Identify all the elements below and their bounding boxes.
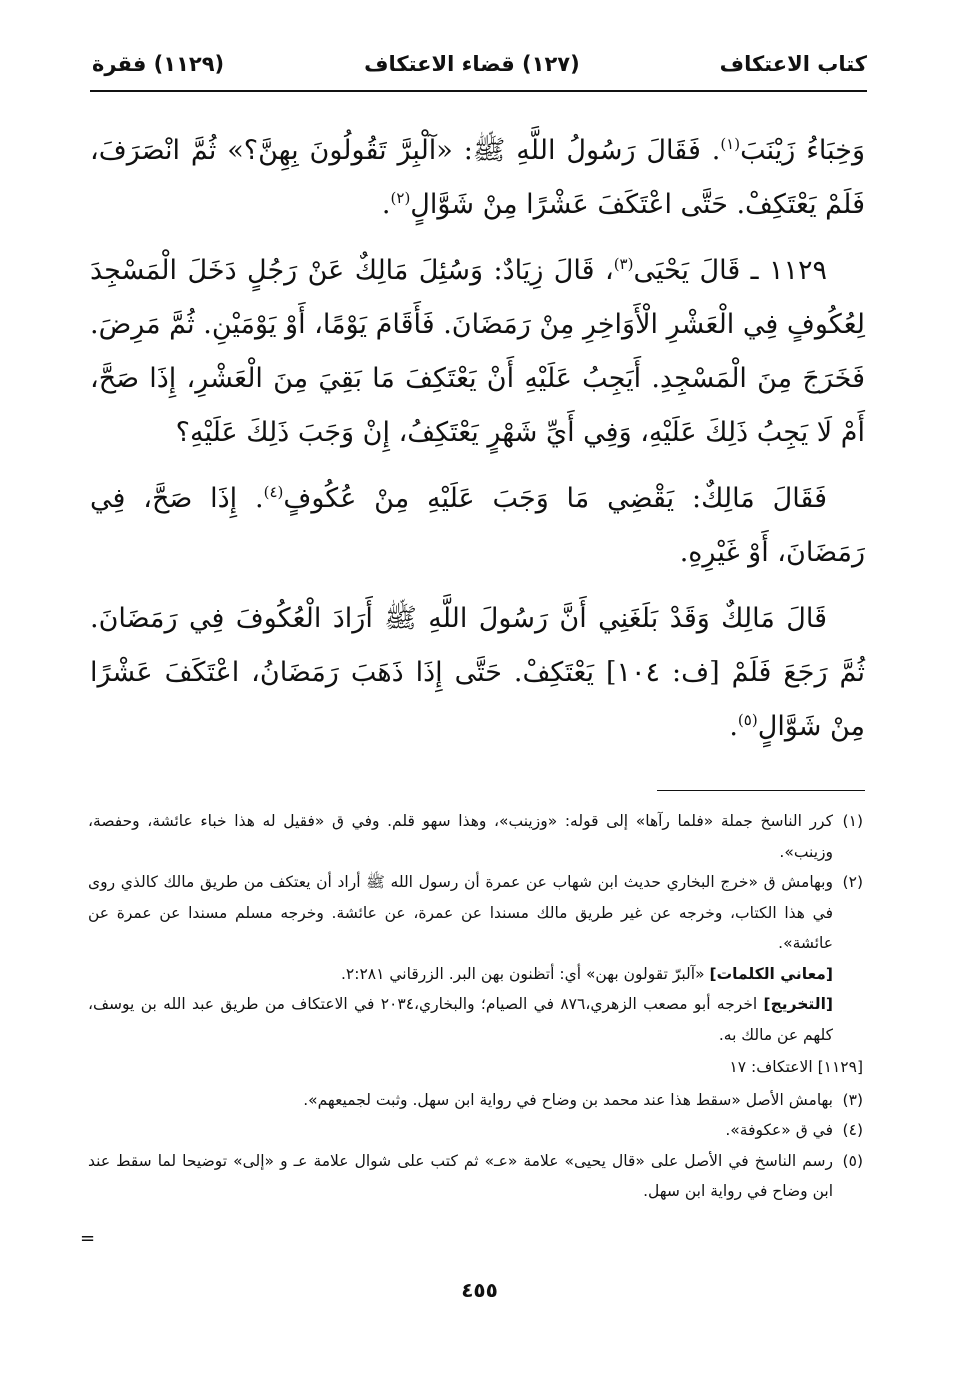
footnote-ref-4: (٤) <box>263 483 284 501</box>
footnote-3: (٣) بهامش الأصل «سقط هذا عند محمد بن وضاح في رواية ابن سهل. وثبت لجميعهم». <box>303 1090 863 1109</box>
header-book-title: كتاب الاعتكاف <box>719 52 867 76</box>
main-text <box>90 124 865 766</box>
header-paragraph-number: (١١٢٩) فقرة <box>92 52 225 76</box>
word-meanings: [معاني الكلمات] «آلبرّ تقولون بهن» أي: أتظنون بهن البر. الزرقاني ٢:٢٨١. <box>340 964 833 983</box>
footnote-5: (٥) رسم الناسخ في الأصل على «قال يحيى» علامة «عـ» ثم كتب على شوال علامة عـ و «إلى» توضيحا لما سقط عند ابن وضاح في رواية ابن سهل. <box>88 1151 863 1200</box>
footnote-ref-1: (١) <box>720 135 741 153</box>
takhrij: [التخريج] اخرجه أبو مصعب الزهري،٨٧٦ في الصيام؛ والبخاري،٢٠٣٤ في الاعتكاف من طريق عبد الله بن يوسف، كلهم عن مالك به. <box>88 995 833 1044</box>
footnote-ref-2: (٢) <box>390 189 411 207</box>
continuation-mark: = <box>80 1228 96 1249</box>
footnote-1: (١) كرر الناسخ جملة «فلما رآها» إلى قوله: «وزينب»، وهذا سهو قلم. وفي ق «فقيل له هذا خباء عائشة، وحفصة، وزينب». <box>88 812 863 861</box>
header-rule <box>90 90 867 92</box>
paragraph-4: قَالَ مَالِكٌ وَقَدْ بَلَغَنِي أَنَّ رَسُولَ اللَّهِ ﷺ أَرَادَ الْعُكُوفَ فِي رَمَضَانَ. ثُمَّ رَجَعَ فَلَمْ [ف: ١٠٤] يَعْتَكِفْ. حَتَّى إِذَا ذَهَبَ رَمَضَانُ، اعْتَكَفَ عَشْرًا مِنْ شَوَّالٍ$^{(٥)}$. <box>90 603 865 742</box>
cross-reference: [١١٢٩] الاعتكاف: ١٧ <box>729 1058 863 1076</box>
footnote-ref-3: (٣) <box>613 255 634 273</box>
footnote-separator <box>657 790 865 791</box>
paragraph-1: وَخِبَاءُ زَيْنَبَ$^{(١)}$. فَقَالَ رَسُولُ اللَّهِ ﷺ: «آلْبِرَّ تَقُولُونَ بِهِنَّ؟» ثُمَّ انْصَرَفَ، فَلَمْ يَعْتَكِفْ. حَتَّى اعْتَكَفَ عَشْرًا مِنْ شَوَّالٍ$^{(٢)}$. <box>90 135 865 220</box>
footnote-ref-5: (٥) <box>737 711 758 729</box>
footnotes <box>88 806 863 1207</box>
paragraph-2: ١١٢٩ ـ قَالَ يَحْيَى$^{(٣)}$، قَالَ زِيَادٌ: وَسُئِلَ مَالِكٌ عَنْ رَجُلٍ دَخَلَ الْمَسْجِدَ لِعُكُوفٍ فِي الْعَشْرِ الْأَوَاخِرِ مِنْ رَمَضَانَ. فَأَقَامَ يَوْمًا، أَوْ يَوْمَيْنِ. ثُمَّ مَرِضَ. فَخَرَجَ مِنَ الْمَسْجِدِ. أَيَجِبُ عَلَيْهِ أَنْ يَعْتَكِفَ مَا بَقِيَ مِنَ الْعَشْرِ، إِذَا صَحَّ، أَمْ لَا يَجِبُ ذَلِكَ عَلَيْهِ، وَفِي أَيِّ شَهْرٍ يَعْتَكِفُ، إِنْ وَجَبَ ذَلِكَ عَلَيْهِ؟ <box>90 255 865 448</box>
footnote-4: (٤) في ق «عكوفة». <box>725 1121 863 1139</box>
footnote-2: (٢) وبهامش ق «خرج البخاري حديث ابن شهاب عن عمرة أن رسول الله ﷺ أراد أن يعتكف من طريق مالك كالذي روى في هذا الكتاب، وخرجه عن غير طريق مالك مسندا عن عمرة، عن عائشة. وخرجه مسلم مسندا عن عمرة عن عائشة». <box>88 873 863 952</box>
header-chapter-title: (١٢٧) قضاء الاعتكاف <box>364 52 580 76</box>
running-header <box>92 44 867 84</box>
page-number: ٤٥٥ <box>461 1278 498 1302</box>
paragraph-3: فَقَالَ مَالِكٌ: يَقْضِي مَا وَجَبَ عَلَيْهِ مِنْ عُكُوفٍ$^{(٤)}$. إِذَا صَحَّ، فِي رَمَضَانَ، أَوْ غَيْرِهِ. <box>90 483 865 568</box>
